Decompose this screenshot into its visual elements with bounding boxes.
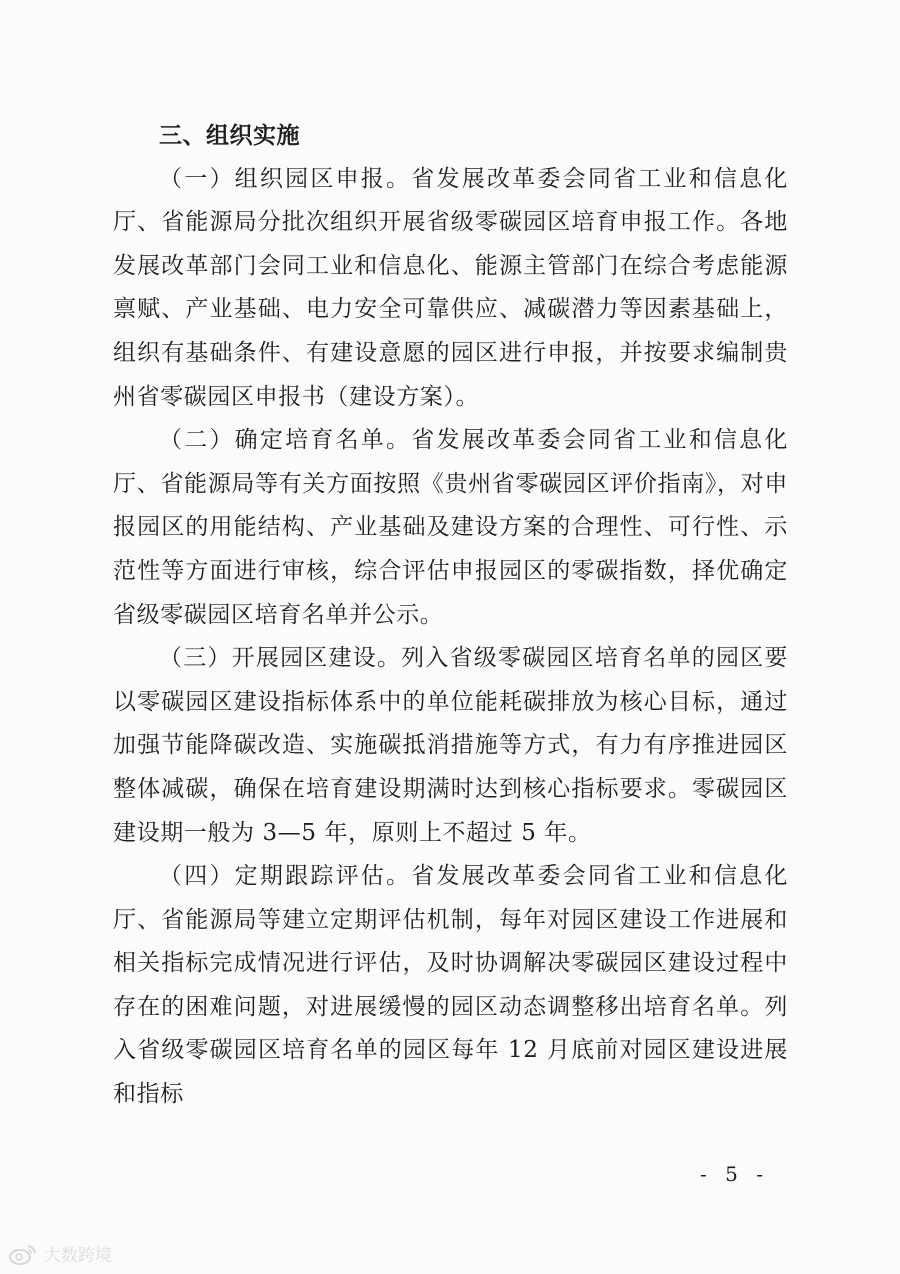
page-number: - 5 - [700,1162,769,1186]
paragraph-determine-list: （二）确定培育名单。省发展改革委会同省工业和信息化厅、省能源局等有关方面按照《贵州省零碳园区评价指南》，对申报园区的用能结构、产业基础及建设方案的合理性、可行性、示范性等方面进行审核，综合评估申报园区的零碳指数，择优确定省级零碳园区培育名单并公示。 [113,427,788,628]
paragraph-park-construction: （三）开展园区建设。列入省级零碳园区培育名单的园区要以零碳园区建设指标体系中的单位能耗碳排放为核心目标，通过加强节能降碳改造、实施碳抵消措施等方式，有力有序推进园区整体减碳，确保在培育建设期满时达到核心指标要求。零碳园区建设期一般为 3—5 年，原则上不超过 5 年。 [113,645,788,846]
section-heading: 三、组织实施 [159,122,300,149]
paragraph-tracking-evaluation: （四）定期跟踪评估。省发展改革委会同省工业和信息化厅、省能源局等建立定期评估机制，每年对园区建设工作进展和相关指标完成情况进行评估，及时协调解决零碳园区建设过程中存在的困难问题，对进展缓慢的园区动态调整移出培育名单。列入省级零碳园区培育名单的园区每年 12 月底前对园区建设进展和指标 [113,863,788,1108]
watermark-text: 大数跨境 [44,1246,112,1266]
weibo-logo-icon [8,1242,38,1266]
watermark [8,1241,112,1266]
paragraph-organize-application: （一）组织园区申报。省发展改革委会同省工业和信息化厅、省能源局分批次组织开展省级零碳园区培育申报工作。各地发展改革部门会同工业和信息化、能源主管部门在综合考虑能源禀赋、产业基础、电力安全可靠供应、减碳潜力等因素基础上，组织有基础条件、有建设意愿的园区进行申报，并按要求编制贵州省零碳园区申报书（建设方案）。 [113,165,788,410]
body-text [113,114,788,1117]
